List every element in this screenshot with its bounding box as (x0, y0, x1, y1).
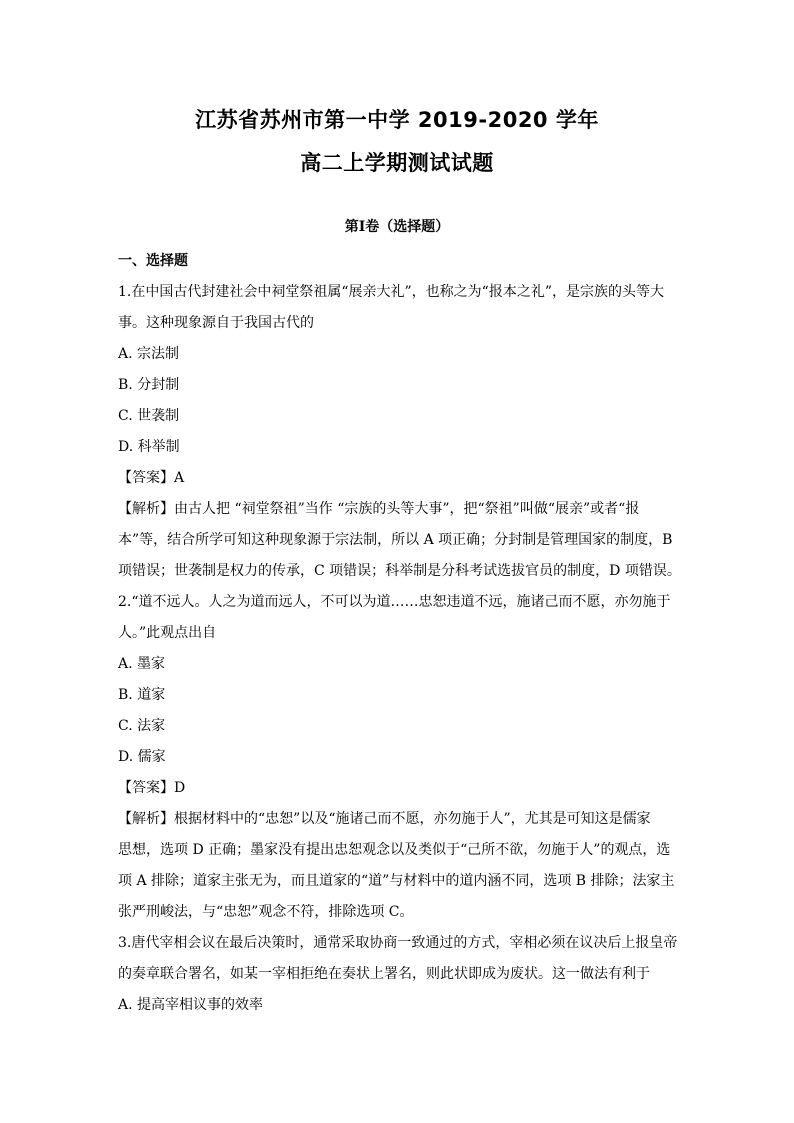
part-heading: 一、选择题 (118, 253, 188, 269)
q1-option-b: B. 分封制 (118, 377, 180, 393)
q1-analysis-line: 【解析】由古人把 “祠堂祭祖”当作 “宗族的头等大事”，把“祭祖”叫做“展亲”或者“报 (118, 501, 640, 517)
q2-stem-line: 人。”此观点出自 (118, 625, 217, 641)
q2-option-a: A. 墨家 (118, 656, 166, 672)
q1-analysis-line: 项错误；世袭制是权力的传承，C 项错误；科举制是分科考试选拔官员的制度，D 项错误。 (118, 563, 681, 579)
q2-answer: 【答案】D (118, 780, 186, 796)
q1-analysis-line: 本”等，结合所学可知这种现象源于宗法制，所以 A 项正确；分封制是管理国家的制度，B (118, 532, 673, 548)
q1-option-a: A. 宗法制 (118, 346, 180, 362)
q2-analysis-line: 思想，选项 D 正确；墨家没有提出忠恕观念以及类似于“己所不欲，勿施于人”的观点，选 (118, 842, 671, 858)
q1-answer: 【答案】A (118, 470, 185, 486)
q2-analysis-line: 项 A 排除；道家主张无为，而且道家的“道”与材料中的道内涵不同，选项 B 排除；法家主 (118, 873, 675, 889)
q3-option-a: A. 提高宰相议事的效率 (118, 997, 264, 1013)
q3-stem-line: 3.唐代宰相会议在最后决策时，通常采取协商一致通过的方式，宰相必须在议决后上报皇帝 (118, 935, 678, 951)
q2-stem-line: 2.“道不远人。人之为道而远人，不可以为道……忠恕违道不远，施诸己而不愿，亦勿施于 (118, 594, 671, 610)
q2-option-d: D. 儒家 (118, 749, 166, 765)
q1-option-d: D. 科举制 (118, 439, 180, 455)
document-title-line2: 高二上学期测试试题 (300, 151, 494, 175)
section-title: 第Ⅰ卷（选择题） (344, 219, 450, 235)
q1-stem-line: 事。这种现象源自于我国古代的 (118, 315, 314, 331)
q1-stem-line: 1.在中国古代封建社会中祠堂祭祖属“展亲大礼”，也称之为“报本之礼”，是宗族的头等大 (118, 284, 664, 300)
document-title-line1: 江苏省苏州市第一中学 2019-2020 学年 (195, 108, 599, 132)
q1-option-c: C. 世袭制 (118, 408, 180, 424)
q3-stem-line: 的奏章联合署名，如某一宰相拒绝在奏状上署名，则此状即成为废状。这一做法有利于 (118, 966, 650, 982)
q2-analysis-line: 张严刑峻法，与“忠恕”观念不符，排除选项 C。 (118, 904, 414, 920)
q2-option-b: B. 道家 (118, 687, 166, 703)
question-content (118, 246, 681, 1021)
q2-option-c: C. 法家 (118, 718, 166, 734)
q2-analysis-line: 【解析】根据材料中的“忠恕”以及“施诸己而不愿，亦勿施于人”，尤其是可知这是儒家 (118, 811, 651, 827)
